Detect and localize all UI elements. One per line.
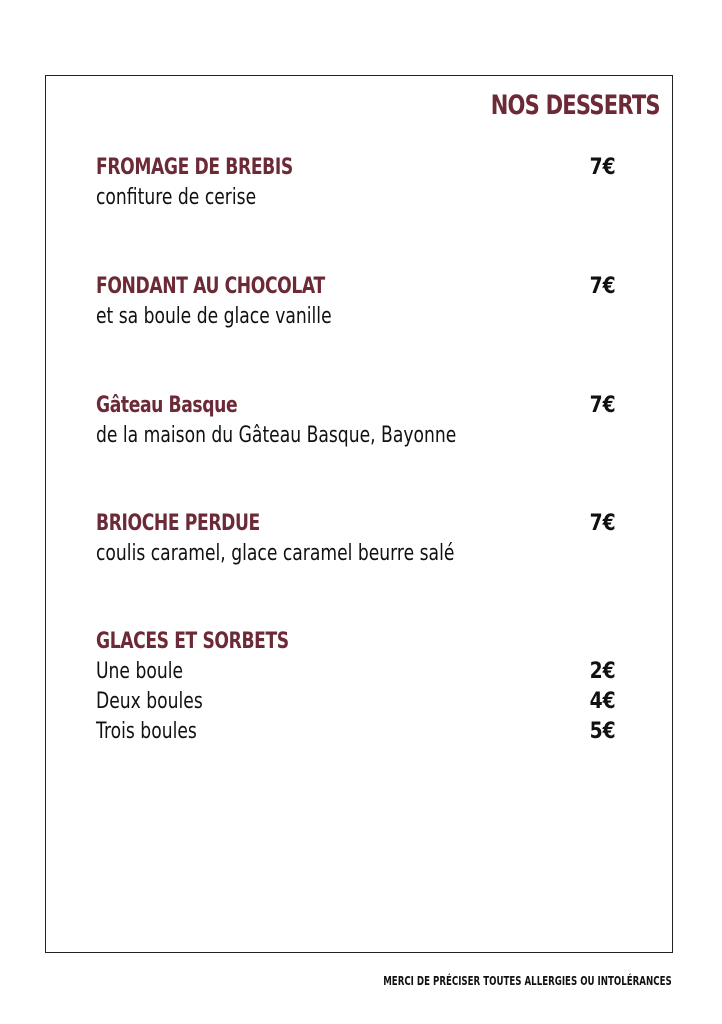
glaces-option xyxy=(96,657,616,687)
glaces-option-label: Deux boules xyxy=(96,689,203,714)
item-price: 7€ xyxy=(589,511,616,536)
glaces-option-label: Une boule xyxy=(96,659,184,684)
glaces-title: GLACES ET SORBETS xyxy=(96,629,289,654)
item-name: BRIOCHE PERDUE xyxy=(96,511,260,536)
item-price: 7€ xyxy=(589,274,616,299)
glaces-option xyxy=(96,687,616,717)
glaces-option-price: 2€ xyxy=(589,659,616,684)
menu-item xyxy=(96,272,616,332)
item-name: FROMAGE DE BREBIS xyxy=(96,155,293,180)
glaces-section xyxy=(96,627,616,747)
menu-title: NOS DESSERTS xyxy=(490,90,660,121)
item-price: 7€ xyxy=(589,393,616,418)
allergy-note: MERCI DE PRÉCISER TOUTES ALLERGIES OU INTOLÉRANCES xyxy=(383,974,672,988)
menu-item xyxy=(96,509,616,569)
item-name: Gâteau Basque xyxy=(96,393,238,418)
glaces-option-price: 5€ xyxy=(589,719,616,744)
item-name: FONDANT AU CHOCOLAT xyxy=(96,274,325,299)
item-price: 7€ xyxy=(589,155,616,180)
glaces-option-price: 4€ xyxy=(589,689,616,714)
item-description: et sa boule de glace vanille xyxy=(96,304,332,329)
glaces-heading-row xyxy=(96,627,616,657)
glaces-option-label: Trois boules xyxy=(96,719,197,744)
item-description: confiture de cerise xyxy=(96,185,257,210)
menu-item xyxy=(96,153,616,213)
glaces-option xyxy=(96,717,616,747)
item-description: coulis caramel, glace caramel beurre salé xyxy=(96,541,455,566)
item-description: de la maison du Gâteau Basque, Bayonne xyxy=(96,423,457,448)
menu-item xyxy=(96,391,616,451)
